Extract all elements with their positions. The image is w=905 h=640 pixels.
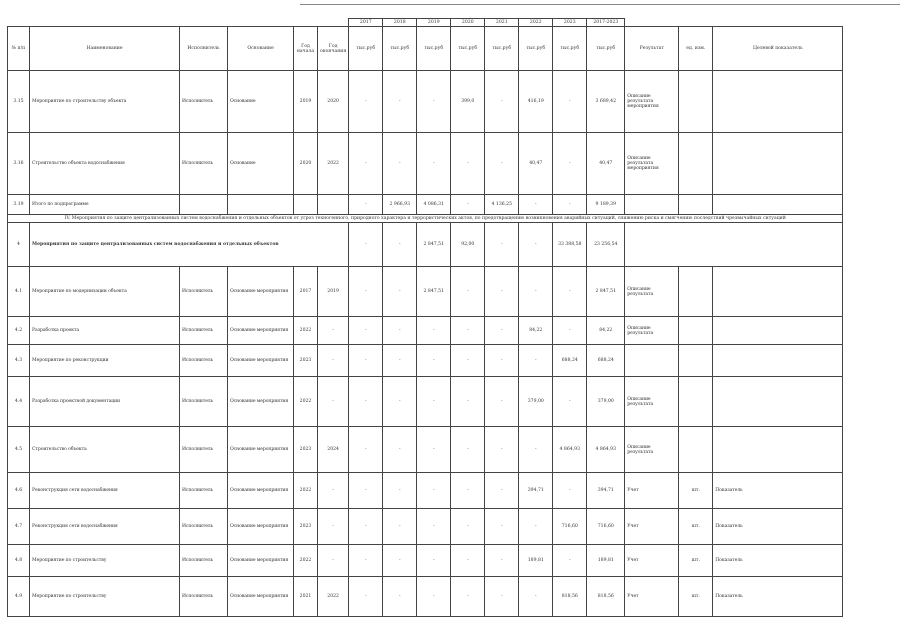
- main-row: [8, 473, 843, 509]
- row-value-4: -: [485, 345, 519, 377]
- row-goal: [713, 377, 843, 427]
- top-rows: [8, 71, 843, 215]
- row-result: [625, 195, 679, 215]
- row-no: 4.9: [8, 577, 30, 617]
- year-2017: 2017: [349, 19, 383, 27]
- col-name: Наименование: [30, 27, 180, 71]
- row-goal: [713, 71, 843, 133]
- row-value-7: 688,24: [587, 345, 625, 377]
- row-name: Разработка проектной документации: [30, 377, 180, 427]
- row-no: 4.1: [8, 267, 30, 317]
- row-goal: Показатель: [713, 509, 843, 545]
- main-row: [8, 427, 843, 473]
- row-exec: Исполнитель: [180, 427, 228, 473]
- row-exec: Исполнитель: [180, 473, 228, 509]
- row-value-0: -: [349, 133, 383, 195]
- row-start: [294, 195, 318, 215]
- col-unit-3: тыс.руб: [451, 27, 485, 71]
- row-no: 3.19: [8, 195, 30, 215]
- row-value-1: -: [383, 71, 417, 133]
- row-result: Описание результата: [625, 267, 679, 317]
- row-unit: [679, 267, 713, 317]
- row-value-5: 394,71: [519, 473, 553, 509]
- row-value-1: -: [383, 317, 417, 345]
- row-start: 2020: [294, 133, 318, 195]
- row-name: Строительство объекта: [30, 427, 180, 473]
- row-end: -: [318, 509, 349, 545]
- row-exec: Исполнитель: [180, 267, 228, 317]
- row-exec: Исполнитель: [180, 577, 228, 617]
- row-exec: Исполнитель: [180, 345, 228, 377]
- row-goal: [713, 427, 843, 473]
- col-unit-7: тыс.руб: [587, 27, 625, 71]
- row-value-3: -: [451, 577, 485, 617]
- row-value-0: -: [349, 345, 383, 377]
- row-start: 2022: [294, 377, 318, 427]
- program-table: [7, 18, 843, 617]
- row-no: 4.6: [8, 473, 30, 509]
- row-value-5: 379,00: [519, 377, 553, 427]
- row-value-0: -: [349, 427, 383, 473]
- main-row: [8, 267, 843, 317]
- row-value-0: -: [349, 195, 383, 215]
- row-basis: Основание мероприятия: [228, 509, 294, 545]
- row-value-6: -: [553, 317, 587, 345]
- row-value-4: -: [485, 267, 519, 317]
- row-value-2: -: [417, 427, 451, 473]
- row-value-5: -: [519, 267, 553, 317]
- row-value-4: -: [485, 545, 519, 577]
- row-basis: Основание мероприятия: [228, 427, 294, 473]
- row-end: -: [318, 545, 349, 577]
- row-value-7: 84,22: [587, 317, 625, 345]
- main-row: [8, 377, 843, 427]
- row-no: 4.7: [8, 509, 30, 545]
- row-no: 4.4: [8, 377, 30, 427]
- main-row: [8, 577, 843, 617]
- row-unit: [679, 133, 713, 195]
- col-result: Результат: [625, 27, 679, 71]
- row-value-2: -: [417, 71, 451, 133]
- col-no: № п/п: [8, 27, 30, 71]
- total-val-7: 23 256,54: [587, 223, 625, 267]
- row-exec: Исполнитель: [180, 377, 228, 427]
- year-2019: 2019: [417, 19, 451, 27]
- row-name: Реконструкция сети водоснабжения: [30, 473, 180, 509]
- row-name: Строительство объекта водоснабжения: [30, 133, 180, 195]
- row-start: 2022: [294, 317, 318, 345]
- top-row: [8, 195, 843, 215]
- row-goal: [713, 195, 843, 215]
- row-goal: [713, 133, 843, 195]
- row-result: Описание результата мероприятия: [625, 133, 679, 195]
- main-row: [8, 545, 843, 577]
- row-start: 2022: [294, 545, 318, 577]
- main-row: [8, 317, 843, 345]
- row-value-6: -: [553, 71, 587, 133]
- row-value-5: -: [519, 195, 553, 215]
- total-val-3: 92,00: [451, 223, 485, 267]
- row-basis: Основание: [228, 133, 294, 195]
- row-name: Мероприятие по модернизации объекта: [30, 267, 180, 317]
- row-value-6: -: [553, 267, 587, 317]
- row-value-4: -: [485, 133, 519, 195]
- col-unit-4: тыс.руб: [485, 27, 519, 71]
- row-unit: [679, 345, 713, 377]
- row-value-7: 4 864,93: [587, 427, 625, 473]
- row-value-3: -: [451, 377, 485, 427]
- row-exec: Исполнитель: [180, 133, 228, 195]
- row-value-3: -: [451, 473, 485, 509]
- row-exec: Исполнитель: [180, 71, 228, 133]
- row-result: Описание результата: [625, 317, 679, 345]
- row-value-2: -: [417, 509, 451, 545]
- main-row: [8, 345, 843, 377]
- row-start: 2022: [294, 473, 318, 509]
- row-end: -: [318, 473, 349, 509]
- row-start: 2019: [294, 71, 318, 133]
- row-value-6: -: [553, 133, 587, 195]
- row-name: Мероприятие по строительству: [30, 545, 180, 577]
- row-end: -: [318, 377, 349, 427]
- col-unit-0: тыс.руб: [349, 27, 383, 71]
- row-name: Мероприятие по строительству объекта: [30, 71, 180, 133]
- row-value-1: 2 966,93: [383, 195, 417, 215]
- total-val-1: -: [383, 223, 417, 267]
- row-goal: [713, 267, 843, 317]
- row-value-3: -: [451, 427, 485, 473]
- top-row: [8, 71, 843, 133]
- row-value-4: -: [485, 317, 519, 345]
- col-unit-6: тыс.руб: [553, 27, 587, 71]
- row-value-1: -: [383, 133, 417, 195]
- total-val-6: 33 388,58: [553, 223, 587, 267]
- total-val-2: 2 847,51: [417, 223, 451, 267]
- row-value-5: 189,81: [519, 545, 553, 577]
- row-basis: Основание мероприятия: [228, 545, 294, 577]
- row-value-1: -: [383, 345, 417, 377]
- col-exec: Исполнитель: [180, 27, 228, 71]
- row-value-0: -: [349, 509, 383, 545]
- row-value-7: 394,71: [587, 473, 625, 509]
- row-value-5: 416,19: [519, 71, 553, 133]
- row-result: Учет: [625, 509, 679, 545]
- row-unit: шт.: [679, 509, 713, 545]
- row-value-3: -: [451, 317, 485, 345]
- row-value-1: -: [383, 545, 417, 577]
- row-value-7: 818,56: [587, 577, 625, 617]
- row-unit: [679, 71, 713, 133]
- row-value-0: -: [349, 71, 383, 133]
- row-value-3: -: [451, 345, 485, 377]
- row-result: Учет: [625, 577, 679, 617]
- row-value-0: -: [349, 317, 383, 345]
- row-exec: Исполнитель: [180, 317, 228, 345]
- row-value-0: -: [349, 473, 383, 509]
- row-value-5: 40,47: [519, 133, 553, 195]
- row-exec: Исполнитель: [180, 545, 228, 577]
- row-basis: Основание мероприятия: [228, 345, 294, 377]
- col-basis: Основание: [228, 27, 294, 71]
- row-name: Реконструкция сети водоснабжения: [30, 509, 180, 545]
- col-end: Год окончания: [318, 27, 349, 71]
- row-unit: [679, 195, 713, 215]
- row-result: Описание результата: [625, 377, 679, 427]
- row-value-4: -: [485, 71, 519, 133]
- row-value-1: -: [383, 377, 417, 427]
- row-value-0: -: [349, 577, 383, 617]
- row-value-2: -: [417, 377, 451, 427]
- col-unit-1: тыс.руб: [383, 27, 417, 71]
- total-no: 4: [8, 223, 30, 267]
- row-value-7: 2 847,51: [587, 267, 625, 317]
- year-2020: 2020: [451, 19, 485, 27]
- row-value-3: 399,0: [451, 71, 485, 133]
- main-row: [8, 509, 843, 545]
- row-unit: [679, 377, 713, 427]
- total-val-4: -: [485, 223, 519, 267]
- row-basis: Основание: [228, 71, 294, 133]
- row-value-6: 716,60: [553, 509, 587, 545]
- row-end: -: [318, 345, 349, 377]
- row-value-2: -: [417, 317, 451, 345]
- row-value-4: -: [485, 473, 519, 509]
- row-basis: Основание мероприятия: [228, 317, 294, 345]
- row-value-3: -: [451, 509, 485, 545]
- total-val-5: -: [519, 223, 553, 267]
- col-start: Год начала: [294, 27, 318, 71]
- row-value-2: -: [417, 473, 451, 509]
- row-start: 2023: [294, 345, 318, 377]
- row-unit: [679, 427, 713, 473]
- row-name: Мероприятие по реконструкции: [30, 345, 180, 377]
- year-2023: 2023: [553, 19, 587, 27]
- row-basis: [228, 195, 294, 215]
- row-basis: Основание мероприятия: [228, 473, 294, 509]
- row-value-4: -: [485, 377, 519, 427]
- total-row: [8, 223, 843, 267]
- row-value-6: 4 864,93: [553, 427, 587, 473]
- row-value-7: 9 189,39: [587, 195, 625, 215]
- main-rows: [8, 267, 843, 617]
- row-value-1: -: [383, 509, 417, 545]
- row-exec: [180, 195, 228, 215]
- row-result: [625, 345, 679, 377]
- row-unit: [679, 317, 713, 345]
- row-end: [318, 195, 349, 215]
- row-unit: шт.: [679, 473, 713, 509]
- row-value-6: -: [553, 473, 587, 509]
- col-unit-2: тыс.руб: [417, 27, 451, 71]
- row-goal: Показатель: [713, 473, 843, 509]
- row-value-3: -: [451, 133, 485, 195]
- row-result: Описание результата: [625, 427, 679, 473]
- row-value-2: 2 847,51: [417, 267, 451, 317]
- row-value-6: -: [553, 545, 587, 577]
- row-goal: [713, 345, 843, 377]
- row-value-7: 189,81: [587, 545, 625, 577]
- row-value-4: -: [485, 509, 519, 545]
- row-value-7: 379,00: [587, 377, 625, 427]
- row-basis: Основание мероприятия: [228, 267, 294, 317]
- row-no: 4.8: [8, 545, 30, 577]
- row-basis: Основание мероприятия: [228, 377, 294, 427]
- row-value-2: 4 086,31: [417, 195, 451, 215]
- row-value-5: -: [519, 427, 553, 473]
- top-rule: [300, 4, 900, 5]
- row-value-7: 716,60: [587, 509, 625, 545]
- row-goal: Показатель: [713, 577, 843, 617]
- row-value-7: 3 689,42: [587, 71, 625, 133]
- row-end: 2024: [318, 427, 349, 473]
- year-2018: 2018: [383, 19, 417, 27]
- col-goal: Целевой показатель: [713, 27, 843, 71]
- row-no: 4.3: [8, 345, 30, 377]
- row-end: -: [318, 317, 349, 345]
- row-value-3: -: [451, 545, 485, 577]
- col-measure: ед. изм.: [679, 27, 713, 71]
- row-value-0: -: [349, 377, 383, 427]
- row-goal: Показатель: [713, 545, 843, 577]
- year-total: 2017-2023: [587, 19, 625, 27]
- row-start: 2017: [294, 267, 318, 317]
- row-value-1: -: [383, 473, 417, 509]
- row-exec: Исполнитель: [180, 509, 228, 545]
- top-row: [8, 133, 843, 195]
- col-unit-5: тыс.руб: [519, 27, 553, 71]
- row-value-6: 818,56: [553, 577, 587, 617]
- total-name: Мероприятия по защите централизованных систем водоснабжения и отдельных объектов: [30, 223, 349, 267]
- row-value-1: -: [383, 577, 417, 617]
- row-value-4: -: [485, 577, 519, 617]
- row-value-0: -: [349, 267, 383, 317]
- row-end: 2022: [318, 577, 349, 617]
- section-row: [8, 215, 843, 223]
- years-row: [8, 19, 843, 27]
- header-row: [8, 27, 843, 71]
- row-value-7: 40,47: [587, 133, 625, 195]
- row-value-0: -: [349, 545, 383, 577]
- row-no: 3.16: [8, 133, 30, 195]
- row-value-5: 84,22: [519, 317, 553, 345]
- row-value-6: -: [553, 195, 587, 215]
- row-value-5: -: [519, 509, 553, 545]
- row-value-4: -: [485, 427, 519, 473]
- row-name: Итого по подпрограмме: [30, 195, 180, 215]
- row-value-4: 4 136,25: [485, 195, 519, 215]
- row-end: 2022: [318, 133, 349, 195]
- row-value-2: -: [417, 545, 451, 577]
- row-value-6: -: [553, 377, 587, 427]
- row-no: 4.2: [8, 317, 30, 345]
- row-start: 2023: [294, 427, 318, 473]
- row-value-2: -: [417, 577, 451, 617]
- row-name: Разработка проекта: [30, 317, 180, 345]
- row-end: 2020: [318, 71, 349, 133]
- row-value-1: -: [383, 427, 417, 473]
- row-value-5: -: [519, 345, 553, 377]
- section-title: IV. Мероприятия по защите централизованных систем водоснабжения и отдельных объектов от угроз техногенного, природного характера и террористических актов, по предотвращению возникновения аварийных ситуаций, снижению риска и смягчению последствий чрезвычайных ситуаций: [8, 215, 843, 223]
- row-end: 2019: [318, 267, 349, 317]
- row-value-5: -: [519, 577, 553, 617]
- row-goal: [713, 317, 843, 345]
- row-value-6: 688,24: [553, 345, 587, 377]
- row-basis: Основание мероприятия: [228, 577, 294, 617]
- row-no: 4.5: [8, 427, 30, 473]
- row-unit: шт.: [679, 545, 713, 577]
- row-unit: шт.: [679, 577, 713, 617]
- row-name: Мероприятие по строительству: [30, 577, 180, 617]
- year-2022: 2022: [519, 19, 553, 27]
- row-no: 3.15: [8, 71, 30, 133]
- row-value-3: -: [451, 267, 485, 317]
- row-result: Учет: [625, 473, 679, 509]
- row-value-2: -: [417, 345, 451, 377]
- row-start: 2021: [294, 577, 318, 617]
- row-start: 2023: [294, 509, 318, 545]
- row-value-2: -: [417, 133, 451, 195]
- row-result: Описание результата мероприятия: [625, 71, 679, 133]
- year-2021: 2021: [485, 19, 519, 27]
- row-result: Учет: [625, 545, 679, 577]
- row-value-3: -: [451, 195, 485, 215]
- total-val-0: -: [349, 223, 383, 267]
- row-value-1: -: [383, 267, 417, 317]
